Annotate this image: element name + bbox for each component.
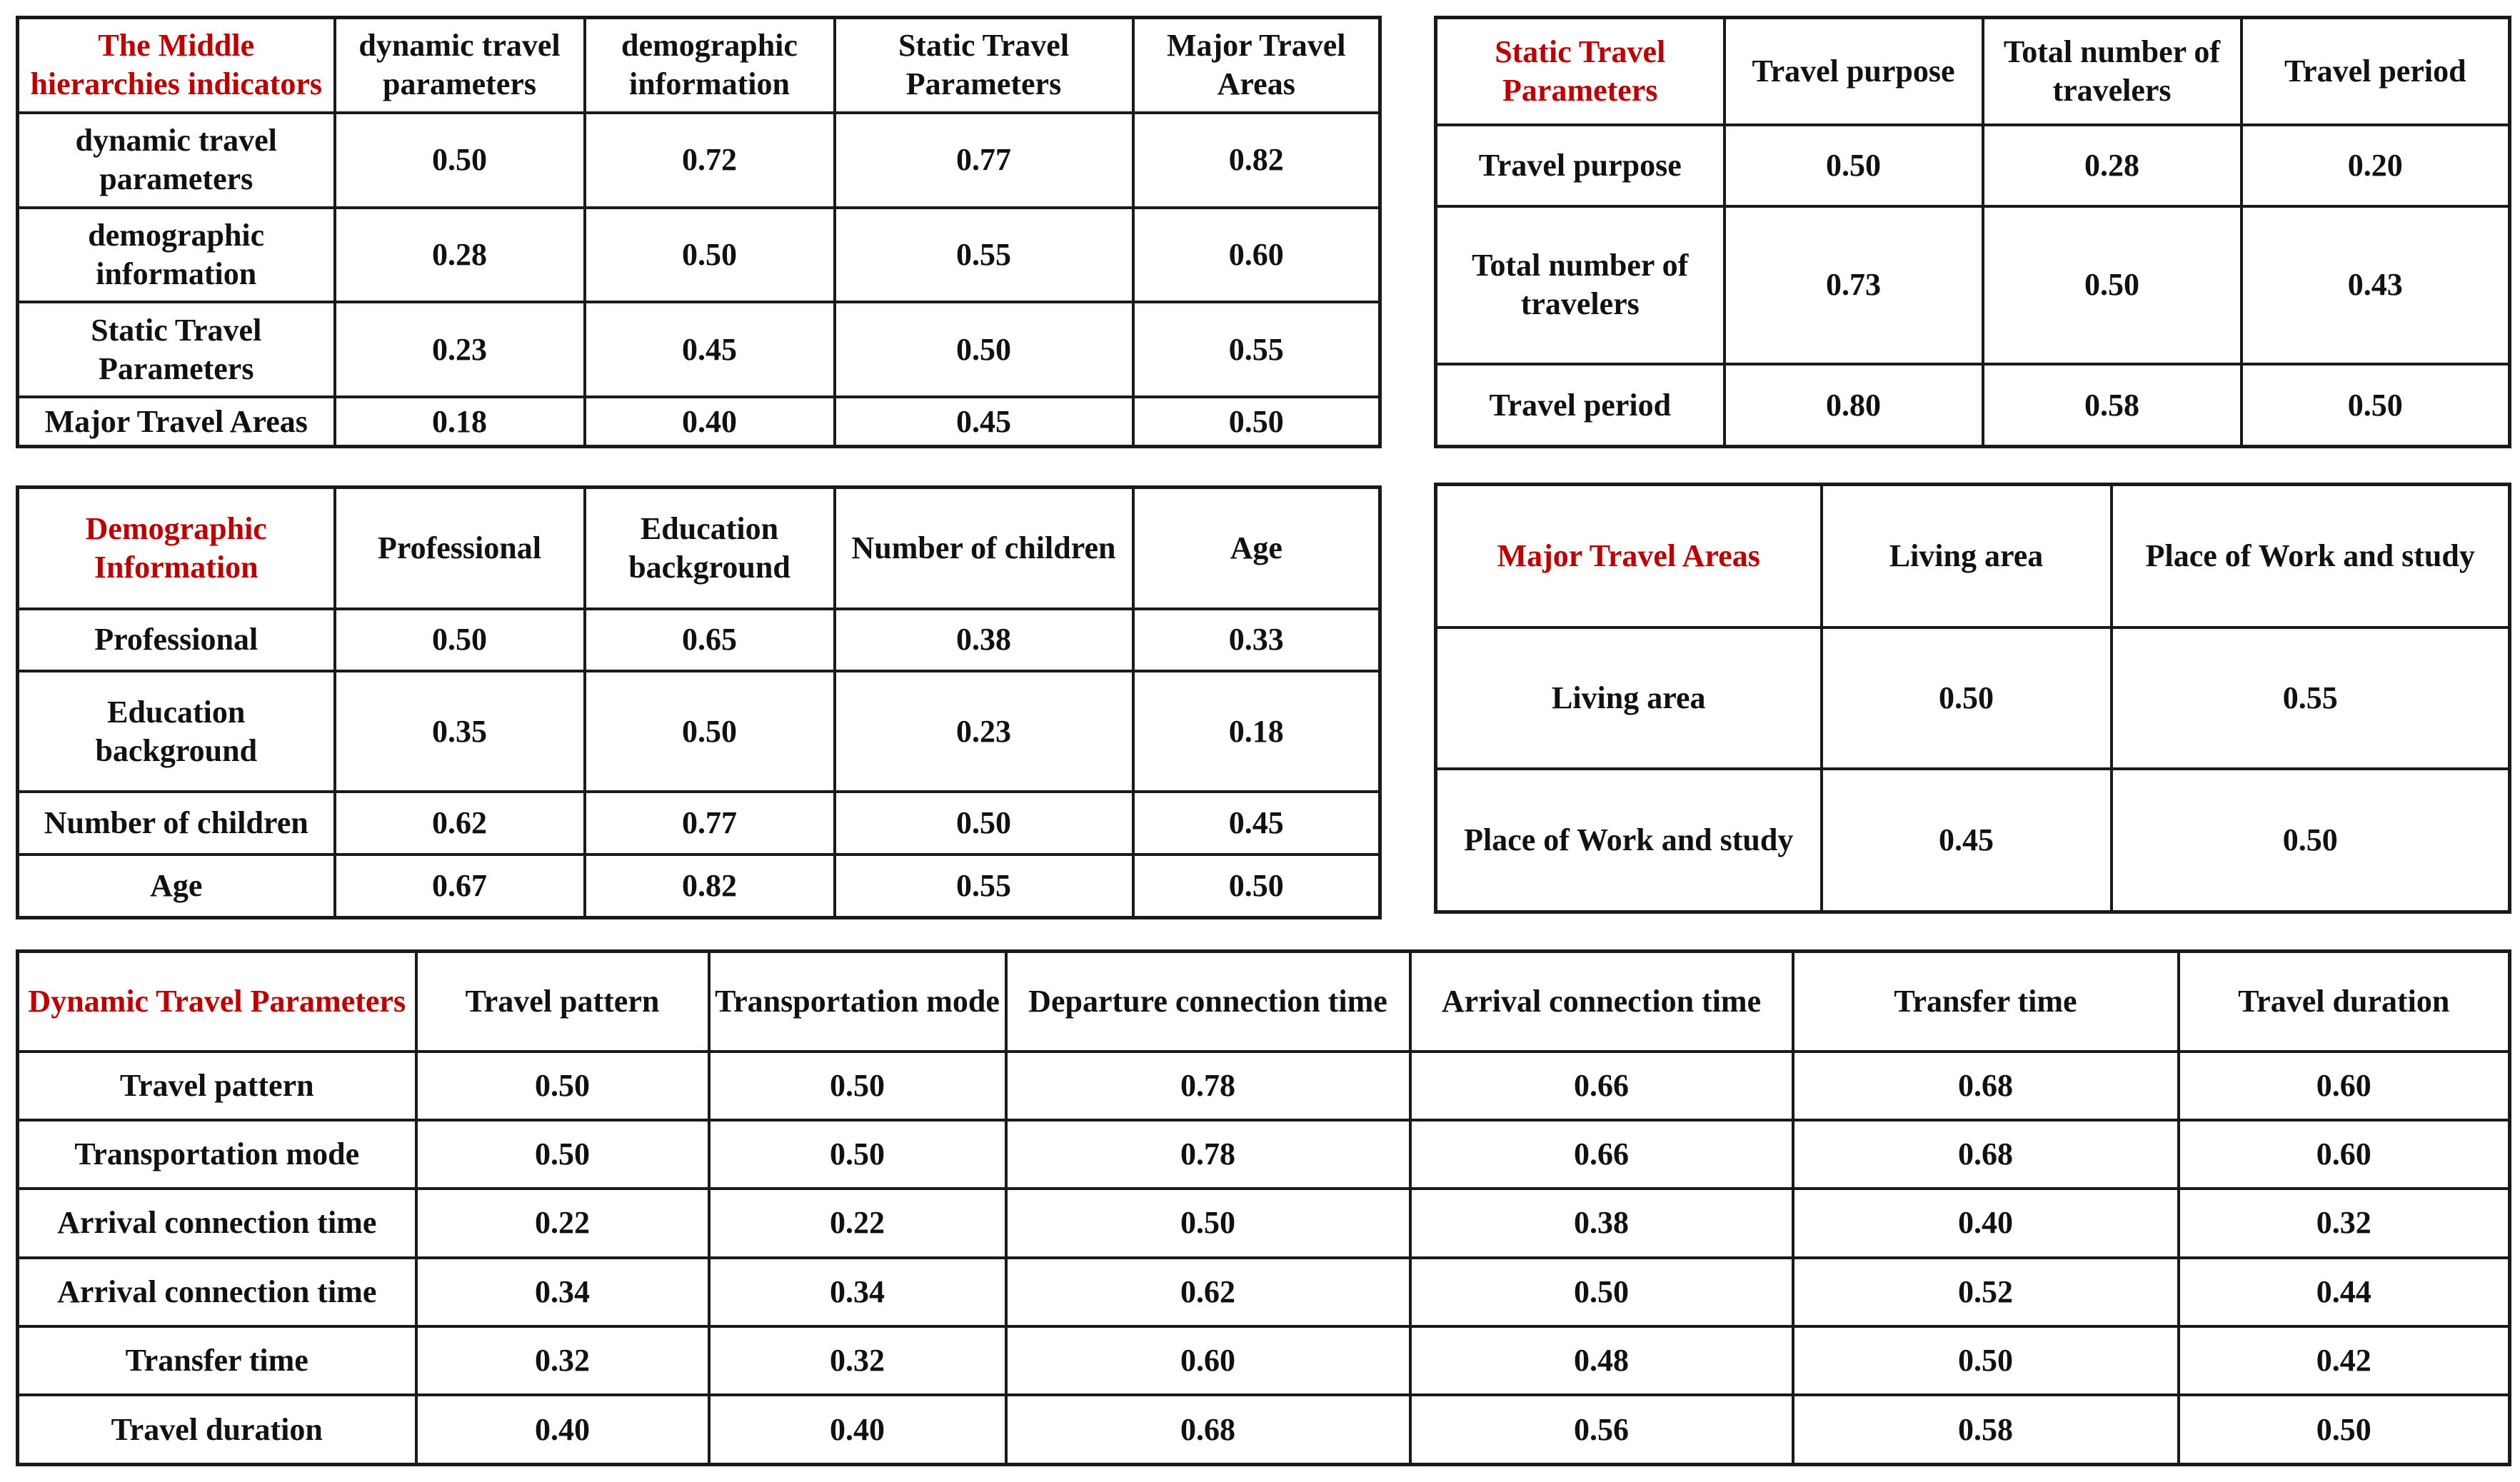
table-cell: 0.68 [1793,1120,2179,1189]
table-cell: 0.58 [1983,364,2242,446]
table-cell: 0.45 [585,302,835,397]
demographic-information-table [16,485,1382,919]
table-cell: 0.50 [1410,1258,1793,1326]
table-cell: 0.28 [1983,125,2242,206]
column-header: Living area [1822,485,2112,627]
table-cell: 0.60 [1006,1326,1410,1395]
table-cell: 0.32 [709,1326,1006,1395]
table-cell: 0.43 [2242,206,2510,364]
table-cell: 0.56 [1410,1395,1793,1464]
table-cell: 0.55 [835,208,1133,303]
table-cell: 0.62 [1006,1258,1410,1326]
column-header: Transfer time [1793,952,2179,1052]
table-corner-title: Major Travel Areas [1436,485,1822,627]
table-cell: 0.45 [835,397,1133,446]
table-cell: 0.50 [1725,125,1983,206]
table-cell: 0.55 [2112,627,2510,770]
table-corner-title: Static Travel Parameters [1436,18,1725,125]
column-header: Major Travel Areas [1133,18,1380,113]
column-header: Education background [585,488,835,609]
major-travel-areas-table [1434,483,2511,914]
table-cell: 0.50 [2242,364,2510,446]
table-row [18,609,1380,672]
table-cell: 0.66 [1410,1052,1793,1120]
column-header: Arrival connection time [1410,952,1793,1052]
row-header: Number of children [18,792,335,855]
table-cell: 0.68 [1006,1395,1410,1464]
row-header: Arrival connection time [18,1189,416,1257]
table-cell: 0.78 [1006,1120,1410,1189]
column-header: Total number of travelers [1983,18,2242,125]
column-header: Static Travel Parameters [835,18,1133,113]
table-cell: 0.22 [709,1189,1006,1257]
row-header: Transfer time [18,1326,416,1395]
table-cell: 0.50 [1822,627,2112,770]
table-cell: 0.35 [335,671,585,792]
table-cell: 0.40 [709,1395,1006,1464]
column-header: Transportation mode [709,952,1006,1052]
table-cell: 0.52 [1793,1258,2179,1326]
table-cell: 0.50 [709,1120,1006,1189]
middle-hierarchies-table [16,16,1382,448]
row-header: Age [18,855,335,917]
column-header: Age [1133,488,1380,609]
table-cell: 0.45 [1822,769,2112,912]
table-header-row [1436,485,2510,627]
row-header: Travel purpose [1436,125,1725,206]
table-cell: 0.50 [2112,769,2510,912]
column-header: Place of Work and study [2112,485,2510,627]
table-header-row [18,952,2510,1052]
table-row [18,671,1380,792]
table-cell: 0.77 [585,792,835,855]
table-row [1436,769,2510,912]
table-cell: 0.50 [2179,1395,2510,1464]
table-cell: 0.78 [1006,1052,1410,1120]
table-cell: 0.38 [835,609,1133,672]
table-cell: 0.50 [416,1052,709,1120]
table-cell: 0.68 [1793,1052,2179,1120]
table-cell: 0.50 [1983,206,2242,364]
table-cell: 0.50 [416,1120,709,1189]
table-cell: 0.82 [1133,113,1380,208]
table-row [18,792,1380,855]
table-cell: 0.33 [1133,609,1380,672]
table-cell: 0.38 [1410,1189,1793,1257]
table-cell: 0.44 [2179,1258,2510,1326]
table-cell: 0.50 [1133,855,1380,917]
table-cell: 0.50 [835,792,1133,855]
table-cell: 0.23 [335,302,585,397]
table-row [1436,206,2510,364]
row-header: Total number of travelers [1436,206,1725,364]
table-cell: 0.42 [2179,1326,2510,1395]
table-cell: 0.82 [585,855,835,917]
table-cell: 0.80 [1725,364,1983,446]
table-header-row [18,18,1380,113]
row-header: Static Travel Parameters [18,302,335,397]
table-row [18,855,1380,917]
column-header: Travel period [2242,18,2510,125]
table-cell: 0.50 [1793,1326,2179,1395]
table-row [18,302,1380,397]
table-cell: 0.23 [835,671,1133,792]
table-cell: 0.62 [335,792,585,855]
table-cell: 0.45 [1133,792,1380,855]
table-cell: 0.66 [1410,1120,1793,1189]
table-cell: 0.50 [335,609,585,672]
table-cell: 0.20 [2242,125,2510,206]
column-header: Professional [335,488,585,609]
table-cell: 0.28 [335,208,585,303]
row-header: Major Travel Areas [18,397,335,446]
table-row [1436,364,2510,446]
row-header: Travel duration [18,1395,416,1464]
table-cell: 0.48 [1410,1326,1793,1395]
table-cell: 0.22 [416,1189,709,1257]
table-row [18,1326,2510,1395]
table-cell: 0.34 [709,1258,1006,1326]
table-cell: 0.58 [1793,1395,2179,1464]
table-row [18,1395,2510,1464]
table-cell: 0.50 [1006,1189,1410,1257]
table-cell: 0.40 [416,1395,709,1464]
table-cell: 0.50 [585,208,835,303]
table-row [18,113,1380,208]
table-cell: 0.34 [416,1258,709,1326]
table-cell: 0.40 [1793,1189,2179,1257]
table-row [18,1052,2510,1120]
table-cell: 0.40 [585,397,835,446]
row-header: Education background [18,671,335,792]
row-header: Place of Work and study [1436,769,1822,912]
table-cell: 0.18 [1133,671,1380,792]
row-header: dynamic travel parameters [18,113,335,208]
table-cell: 0.55 [1133,302,1380,397]
table-cell: 0.50 [335,113,585,208]
table-cell: 0.60 [2179,1052,2510,1120]
table-corner-title: Dynamic Travel Parameters [18,952,416,1052]
column-header: Departure connection time [1006,952,1410,1052]
table-cell: 0.65 [585,609,835,672]
column-header: Travel duration [2179,952,2510,1052]
table-cell: 0.77 [835,113,1133,208]
column-header: demographic information [585,18,835,113]
table-row [18,1120,2510,1189]
table-cell: 0.50 [835,302,1133,397]
table-row [1436,627,2510,770]
table-cell: 0.72 [585,113,835,208]
table-header-row [1436,18,2510,125]
column-header: dynamic travel parameters [335,18,585,113]
table-cell: 0.18 [335,397,585,446]
table-cell: 0.50 [1133,397,1380,446]
row-header: Living area [1436,627,1822,770]
table-cell: 0.50 [585,671,835,792]
row-header: Arrival connection time [18,1258,416,1326]
table-cell: 0.60 [1133,208,1380,303]
table-cell: 0.50 [709,1052,1006,1120]
row-header: demographic information [18,208,335,303]
table-cell: 0.55 [835,855,1133,917]
table-row [18,1258,2510,1326]
table-corner-title: Demographic Information [18,488,335,609]
dynamic-travel-parameters-table [16,949,2511,1466]
table-cell: 0.32 [2179,1189,2510,1257]
column-header: Number of children [835,488,1133,609]
table-row [18,397,1380,446]
table-cell: 0.73 [1725,206,1983,364]
row-header: Transportation mode [18,1120,416,1189]
table-cell: 0.32 [416,1326,709,1395]
table-row [18,208,1380,303]
table-cell: 0.67 [335,855,585,917]
column-header: Travel pattern [416,952,709,1052]
row-header: Professional [18,609,335,672]
row-header: Travel period [1436,364,1725,446]
table-row [18,1189,2510,1257]
table-header-row [18,488,1380,609]
table-cell: 0.60 [2179,1120,2510,1189]
static-travel-parameters-table [1434,16,2511,448]
row-header: Travel pattern [18,1052,416,1120]
column-header: Travel purpose [1725,18,1983,125]
table-corner-title: The Middle hierarchies indicators [18,18,335,113]
table-row [1436,125,2510,206]
